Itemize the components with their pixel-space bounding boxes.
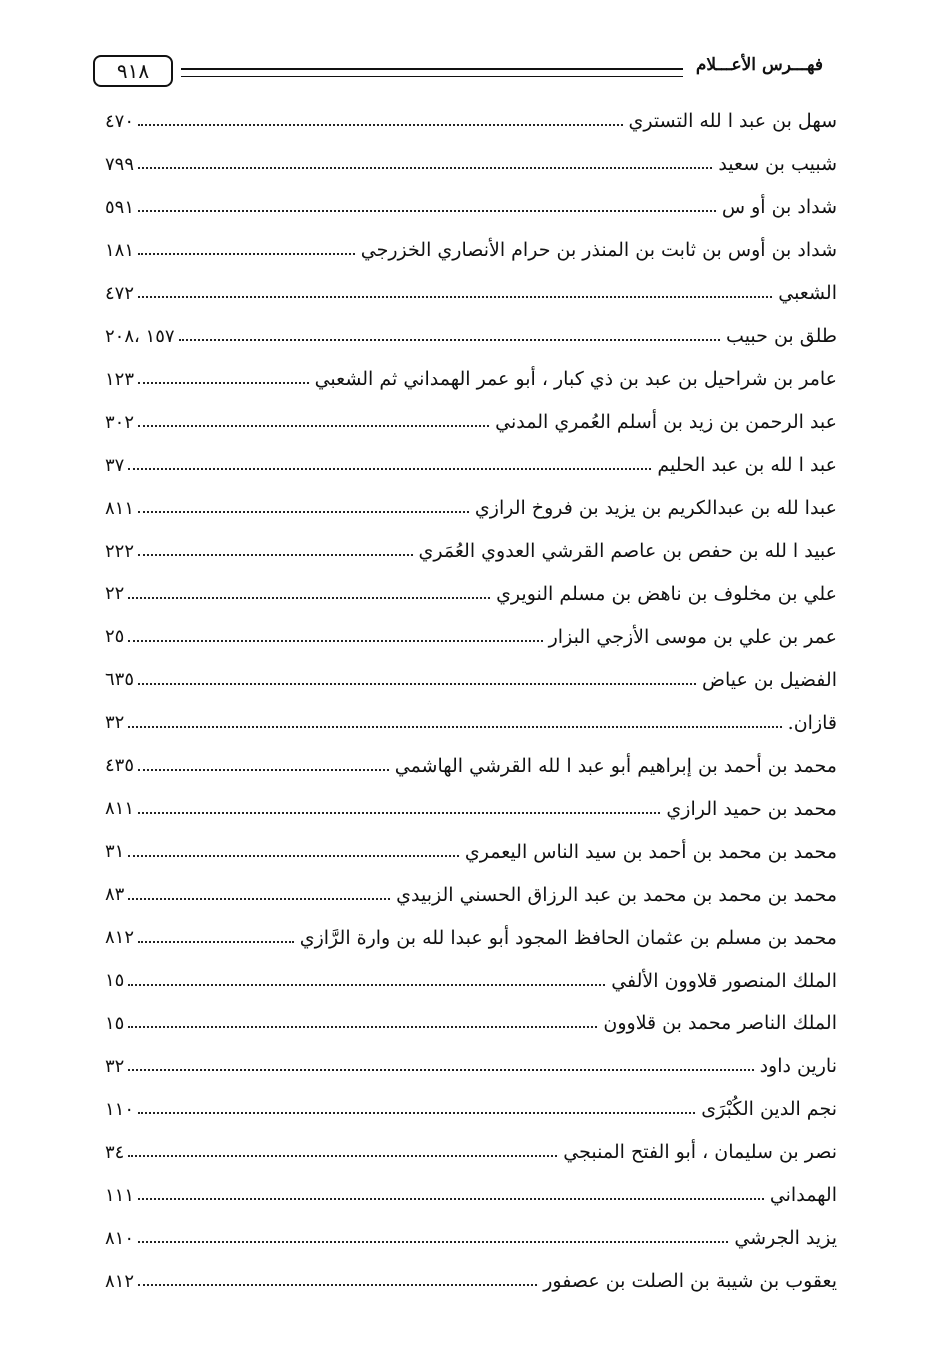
entry-name: محمد بن أحمد بن إبراهيم أبو عبد ا لله القرشي الهاشمي — [394, 754, 837, 777]
index-entry — [105, 658, 837, 701]
entry-page-numbers: ٨١٠ — [105, 1227, 135, 1249]
entry-name: محمد بن حميد الرازي — [666, 797, 837, 820]
index-entry — [105, 358, 837, 401]
entry-page-numbers: ١٥ — [105, 970, 125, 992]
dotted-leader — [138, 124, 623, 126]
entry-name: الشعبي — [778, 282, 837, 305]
dotted-leader — [138, 1198, 764, 1200]
dotted-leader — [138, 511, 469, 513]
entry-page-numbers: ٨١٢ — [105, 927, 135, 949]
entry-name: الملك الناصر محمد بن قلاوون — [603, 1012, 837, 1035]
index-entry — [105, 1045, 837, 1088]
running-title: فهـــرس الأعـــلام — [695, 55, 823, 75]
index-entry — [105, 1217, 837, 1260]
dotted-leader — [128, 1069, 753, 1071]
entry-page-numbers: ٨١١ — [105, 497, 135, 519]
page-number-box: ٩١٨ — [93, 55, 173, 87]
dotted-leader — [128, 898, 390, 900]
index-entry — [105, 487, 837, 530]
dotted-leader — [128, 984, 605, 986]
entry-page-numbers: ١٨١ — [105, 239, 135, 261]
entry-name: عامر بن شراحيل بن عبد بن ذي كبار ، أبو عمر الهمداني ثم الشعبي — [314, 368, 837, 391]
entry-page-numbers: ٤٧٠ — [105, 110, 135, 132]
entry-page-numbers: ٣٢ — [105, 712, 125, 734]
dotted-leader — [138, 1284, 537, 1286]
index-entry — [105, 701, 837, 744]
entry-page-numbers: ١١٠ — [105, 1098, 135, 1120]
entry-page-numbers: ٣٧ — [105, 454, 125, 476]
entry-name: شداد بن أوس بن ثابت بن المنذر بن حرام الأنصاري الخزرجي — [360, 239, 837, 262]
dotted-leader — [128, 468, 651, 470]
entry-page-numbers: ٦٣٥ — [105, 669, 135, 691]
entry-name: نجم الدين الكُبْرَى — [701, 1098, 837, 1121]
index-entry — [105, 1174, 837, 1217]
index-entry — [105, 100, 837, 143]
entry-page-numbers: ١٥٧ ،٢٠٨ — [105, 325, 175, 347]
dotted-leader — [138, 382, 309, 384]
entry-name: علي بن مخلوف بن ناهض بن مسلم النويري — [496, 582, 837, 605]
entry-page-numbers: ١٥ — [105, 1012, 125, 1034]
dotted-leader — [138, 425, 489, 427]
dotted-leader — [138, 1112, 695, 1114]
index-entry — [105, 744, 837, 787]
entry-page-numbers: ١١١ — [105, 1184, 135, 1206]
entry-name: الملك المنصور قلاوون الألفي — [611, 969, 837, 992]
dotted-leader — [138, 812, 660, 814]
entry-page-numbers: ٨١١ — [105, 798, 135, 820]
entry-name: شبيب بن سعيد — [718, 153, 837, 176]
entry-name: الفضيل بن عياض — [702, 668, 837, 691]
header-rule — [181, 68, 683, 70]
dotted-leader — [138, 683, 696, 685]
entry-name: عبدا لله بن عبدالكريم بن يزيد بن فروخ الرازي — [474, 497, 837, 520]
index-entry — [105, 959, 837, 1002]
index-entry — [105, 1002, 837, 1045]
dotted-leader — [138, 296, 772, 298]
index-entry — [105, 873, 837, 916]
index-entry — [105, 615, 837, 658]
index-entry — [105, 1131, 837, 1174]
index-entry — [105, 143, 837, 186]
entry-name: نصر بن سليمان ، أبو الفتح المنبجي — [563, 1141, 837, 1164]
dotted-leader — [138, 253, 355, 255]
entry-page-numbers: ٤٣٥ — [105, 755, 135, 777]
entry-name: نارين داود — [759, 1055, 837, 1078]
index-entry — [105, 830, 837, 873]
entry-name: طلق بن حبيب — [726, 325, 837, 348]
dotted-leader — [128, 1155, 557, 1157]
index-entry — [105, 572, 837, 615]
dotted-leader — [138, 554, 413, 556]
entry-name: محمد بن مسلم بن عثمان الحافظ المجود أبو عبدا لله بن وارة الرَّازي — [299, 926, 837, 949]
entry-page-numbers: ٤٧٢ — [105, 282, 135, 304]
entry-page-numbers: ٥٩١ — [105, 196, 135, 218]
entry-name: محمد بن محمد بن محمد بن عبد الرزاق الحسني الزبيدي — [396, 883, 837, 906]
entry-name: قازان. — [787, 711, 837, 734]
dotted-leader — [128, 597, 490, 599]
dotted-leader — [179, 339, 720, 341]
entry-page-numbers: ٢٥ — [105, 626, 125, 648]
entry-page-numbers: ٢٢ — [105, 583, 125, 605]
entry-name: شداد بن أو س — [721, 196, 837, 219]
entry-page-numbers: ٨٣ — [105, 884, 125, 906]
entry-page-numbers: ٣٤ — [105, 1141, 125, 1163]
dotted-leader — [138, 769, 389, 771]
entry-name: سهل بن عبد ا لله التستري — [628, 110, 837, 133]
dotted-leader — [128, 726, 781, 728]
dotted-leader — [138, 941, 294, 943]
header-rule-thin — [181, 76, 683, 77]
entry-page-numbers: ٣١ — [105, 841, 125, 863]
index-entry — [105, 444, 837, 487]
index-entry — [105, 916, 837, 959]
entry-name: الهمداني — [769, 1184, 837, 1207]
index-entry — [105, 186, 837, 229]
dotted-leader — [138, 167, 712, 169]
index-entry — [105, 1088, 837, 1131]
index-entry — [105, 315, 837, 358]
dotted-leader — [128, 1026, 597, 1028]
index-entry — [105, 787, 837, 830]
entry-page-numbers: ٧٩٩ — [105, 153, 135, 175]
entry-name: عبيد ا لله بن حفص بن عاصم القرشي العدوي العُمَري — [418, 540, 837, 562]
entry-page-numbers: ٣٢ — [105, 1055, 125, 1077]
index-entry — [105, 1260, 837, 1303]
index-list — [105, 100, 837, 1303]
dotted-leader — [138, 1241, 728, 1243]
entry-page-numbers: ٨١٢ — [105, 1270, 135, 1292]
page-header — [93, 52, 823, 92]
entry-page-numbers: ٣٠٢ — [105, 411, 135, 433]
dotted-leader — [128, 640, 542, 642]
index-entry — [105, 530, 837, 573]
entry-name: يعقوب بن شيبة بن الصلت بن عصفور — [543, 1270, 837, 1293]
entry-page-numbers: ٢٢٢ — [105, 540, 135, 562]
entry-name: عبد الرحمن بن زيد بن أسلم العُمري المدني — [495, 411, 837, 434]
entry-page-numbers: ١٢٣ — [105, 368, 135, 390]
entry-name: عمر بن علي بن موسى الأزجي البزار — [548, 625, 837, 648]
dotted-leader — [128, 855, 459, 857]
index-entry — [105, 401, 837, 444]
entry-name: يزيد الجرشي — [734, 1227, 837, 1250]
index-entry — [105, 229, 837, 272]
entry-name: محمد بن محمد بن أحمد بن سيد الناس اليعمري — [464, 840, 837, 863]
index-entry — [105, 272, 837, 315]
entry-name: عبد ا لله بن عبد الحليم — [657, 454, 837, 477]
dotted-leader — [138, 210, 716, 212]
